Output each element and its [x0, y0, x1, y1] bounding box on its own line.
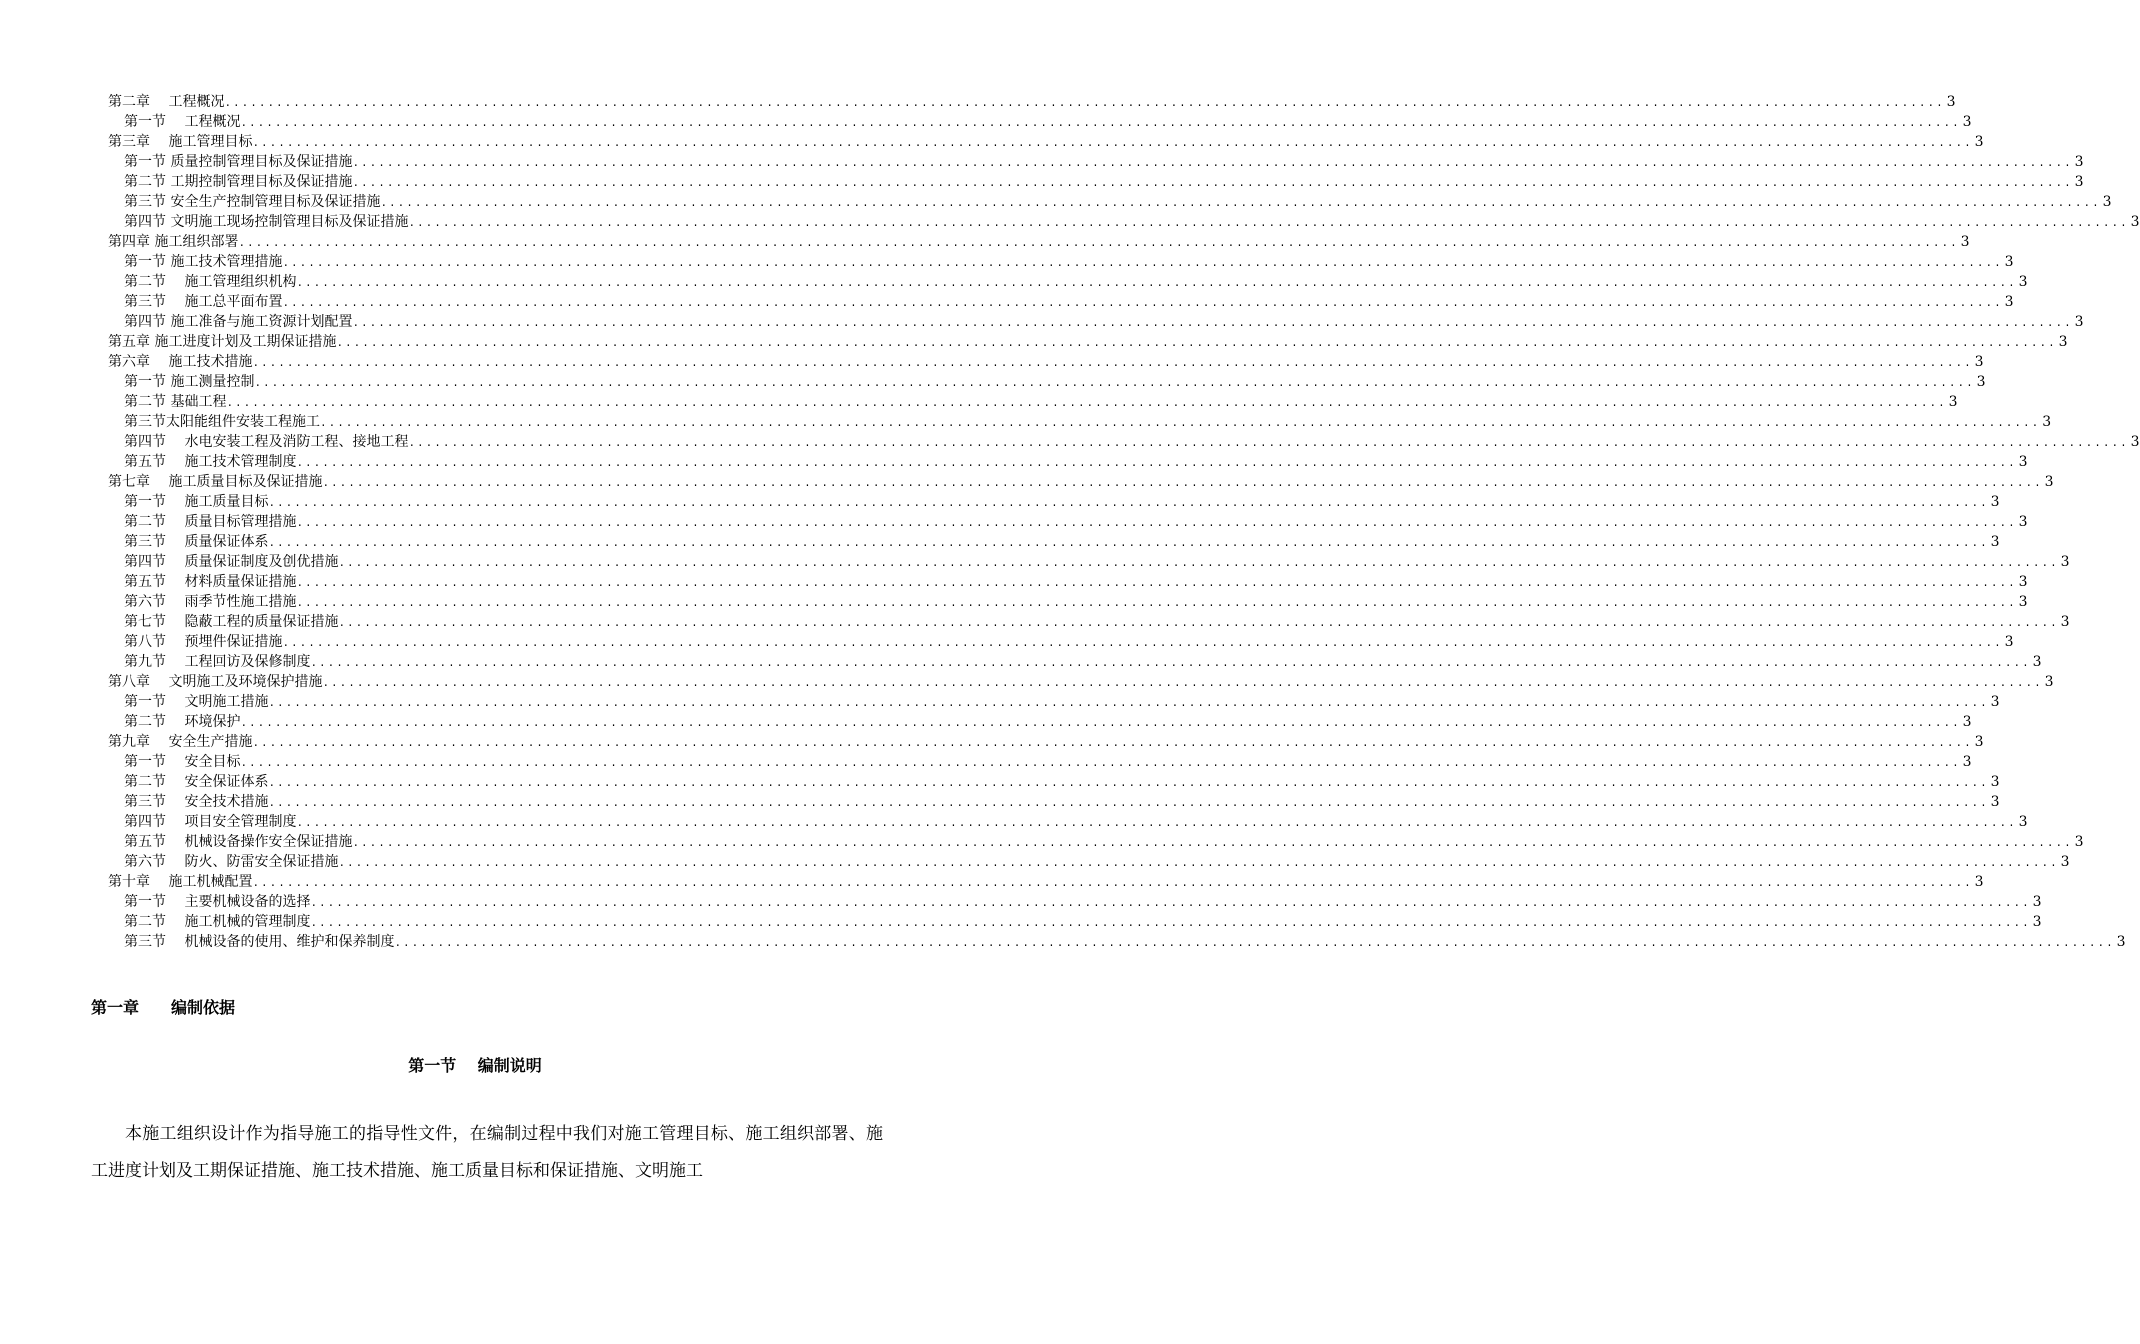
toc-entry-title: 第二章 工程概况	[108, 94, 225, 110]
toc-dot-leader: ........................................................................................................................................................................................................	[352, 158, 2073, 170]
toc-page-number: 3	[2044, 674, 2054, 690]
toc-dot-leader: ........................................................................................................................................................................................................	[282, 638, 2003, 650]
toc-section-entry[interactable]	[108, 712, 1972, 732]
toc-page-number: 3	[1946, 94, 1956, 110]
toc-dot-leader: ........................................................................................................................................................................................................	[408, 218, 2129, 230]
toc-page-number: 3	[1990, 534, 2000, 550]
toc-entry-title: 第一节 质量控制管理目标及保证措施	[124, 154, 353, 170]
toc-dot-leader: ........................................................................................................................................................................................................	[240, 758, 1961, 770]
toc-dot-leader: ........................................................................................................................................................................................................	[268, 498, 1989, 510]
toc-dot-leader: ........................................................................................................................................................................................................	[282, 258, 2003, 270]
toc-chapter-entry[interactable]	[108, 332, 2068, 352]
toc-entry-title: 第二节 质量目标管理措施	[124, 514, 297, 530]
toc-entry-title: 第一节 施工质量目标	[124, 494, 269, 510]
toc-section-entry[interactable]	[108, 812, 2028, 832]
toc-section-entry[interactable]	[108, 432, 2140, 452]
toc-section-entry[interactable]	[108, 652, 2042, 672]
toc-section-entry[interactable]	[108, 312, 2084, 332]
toc-page-number: 3	[1990, 774, 2000, 790]
toc-entry-title: 第九节 工程回访及保修制度	[124, 654, 311, 670]
toc-entry-title: 第二节 工期控制管理目标及保证措施	[124, 174, 353, 190]
toc-entry-title: 第五节 机械设备操作安全保证措施	[124, 834, 353, 850]
toc-entry-title: 第一节 工程概况	[124, 114, 241, 130]
toc-dot-leader: ........................................................................................................................................................................................................	[268, 778, 1989, 790]
toc-entry-title: 第六节 防火、防雷安全保证措施	[124, 854, 339, 870]
toc-section-entry[interactable]	[108, 192, 2112, 212]
toc-dot-leader: ........................................................................................................................................................................................................	[336, 338, 2057, 350]
toc-dot-leader: ........................................................................................................................................................................................................	[338, 858, 2059, 870]
toc-entry-title: 第一节 安全目标	[124, 754, 241, 770]
toc-page-number: 3	[1974, 734, 1984, 750]
toc-entry-title: 第三节 质量保证体系	[124, 534, 269, 550]
toc-dot-leader: ........................................................................................................................................................................................................	[282, 298, 2003, 310]
toc-section-entry[interactable]	[108, 372, 1986, 392]
toc-page-number: 3	[2018, 594, 2028, 610]
toc-page-number: 3	[2060, 854, 2070, 870]
toc-dot-leader: ........................................................................................................................................................................................................	[240, 718, 1961, 730]
toc-chapter-entry[interactable]	[108, 872, 1984, 892]
toc-chapter-entry[interactable]	[108, 92, 1956, 112]
toc-dot-leader: ........................................................................................................................................................................................................	[310, 918, 2031, 930]
toc-page-number: 3	[2130, 214, 2140, 230]
toc-entry-title: 第四章 施工组织部署	[108, 234, 239, 250]
toc-section-entry[interactable]	[108, 252, 2014, 272]
toc-section-entry[interactable]	[108, 112, 1972, 132]
toc-entry-title: 第一节 施工技术管理措施	[124, 254, 283, 270]
toc-section-entry[interactable]	[108, 552, 2070, 572]
toc-page-number: 3	[2004, 254, 2014, 270]
toc-page-number: 3	[1962, 754, 1972, 770]
toc-page-number: 3	[1962, 114, 1972, 130]
toc-page-number: 3	[2074, 154, 2084, 170]
toc-entry-title: 第一节 主要机械设备的选择	[124, 894, 311, 910]
toc-section-entry[interactable]	[108, 912, 2042, 932]
toc-section-entry[interactable]	[108, 572, 2028, 592]
toc-entry-title: 第二节 基础工程	[124, 394, 227, 410]
toc-entry-title: 第四节 施工准备与施工资源计划配置	[124, 314, 353, 330]
toc-page-number: 3	[1976, 374, 1986, 390]
toc-dot-leader: ........................................................................................................................................................................................................	[380, 198, 2101, 210]
toc-dot-leader: ........................................................................................................................................................................................................	[238, 238, 1959, 250]
toc-page-number: 3	[2060, 554, 2070, 570]
chapter-heading: 第一章 编制依据	[91, 998, 236, 1017]
toc-section-entry[interactable]	[108, 212, 2140, 232]
toc-page-number: 3	[2004, 634, 2014, 650]
toc-page-number: 3	[2018, 454, 2028, 470]
toc-entry-title: 第八章 文明施工及环境保护措施	[108, 674, 323, 690]
toc-page-number: 3	[2044, 474, 2054, 490]
toc-entry-title: 第七节 隐蔽工程的质量保证措施	[124, 614, 339, 630]
toc-dot-leader: ........................................................................................................................................................................................................	[240, 118, 1961, 130]
toc-entry-title: 第二节 施工机械的管理制度	[124, 914, 311, 930]
toc-chapter-entry[interactable]	[108, 472, 2054, 492]
toc-page-number: 3	[2042, 414, 2052, 430]
toc-entry-title: 第三章 施工管理目标	[108, 134, 253, 150]
toc-section-entry[interactable]	[108, 412, 2052, 432]
toc-entry-title: 第七章 施工质量目标及保证措施	[108, 474, 323, 490]
toc-page-number: 3	[1974, 134, 1984, 150]
toc-entry-title: 第五节 材料质量保证措施	[124, 574, 297, 590]
toc-dot-leader: ........................................................................................................................................................................................................	[408, 438, 2129, 450]
toc-page-number: 3	[2074, 174, 2084, 190]
toc-page-number: 3	[2004, 294, 2014, 310]
toc-page-number: 3	[2018, 574, 2028, 590]
toc-page-number: 3	[1990, 694, 2000, 710]
toc-entry-title: 第八节 预埋件保证措施	[124, 634, 283, 650]
toc-page-number: 3	[2018, 814, 2028, 830]
toc-dot-leader: ........................................................................................................................................................................................................	[252, 878, 1973, 890]
toc-page-number: 3	[1974, 874, 1984, 890]
toc-dot-leader: ........................................................................................................................................................................................................	[252, 138, 1973, 150]
toc-entry-title: 第三节 机械设备的使用、维护和保养制度	[124, 934, 395, 950]
toc-entry-title: 第一节 文明施工措施	[124, 694, 269, 710]
toc-section-entry[interactable]	[108, 932, 2126, 952]
toc-page-number: 3	[1990, 794, 2000, 810]
toc-dot-leader: ........................................................................................................................................................................................................	[252, 738, 1973, 750]
toc-section-entry[interactable]	[108, 772, 2000, 792]
toc-section-entry[interactable]	[108, 852, 2070, 872]
toc-dot-leader: ........................................................................................................................................................................................................	[254, 378, 1975, 390]
toc-chapter-entry[interactable]	[108, 232, 1970, 252]
toc-dot-leader: ........................................................................................................................................................................................................	[310, 898, 2031, 910]
toc-dot-leader: ........................................................................................................................................................................................................	[226, 398, 1947, 410]
toc-section-entry[interactable]	[108, 492, 2000, 512]
toc-dot-leader: ........................................................................................................................................................................................................	[394, 938, 2115, 950]
toc-section-entry[interactable]	[108, 832, 2084, 852]
toc-page-number: 3	[2018, 274, 2028, 290]
toc-chapter-entry[interactable]	[108, 352, 1984, 372]
toc-section-entry[interactable]	[108, 792, 2000, 812]
toc-dot-leader: ........................................................................................................................................................................................................	[352, 838, 2073, 850]
toc-dot-leader: ........................................................................................................................................................................................................	[252, 358, 1973, 370]
toc-entry-title: 第三节 施工总平面布置	[124, 294, 283, 310]
toc-page-number: 3	[2032, 654, 2042, 670]
toc-dot-leader: ........................................................................................................................................................................................................	[296, 818, 2017, 830]
toc-entry-title: 第五节 施工技术管理制度	[124, 454, 297, 470]
toc-dot-leader: ........................................................................................................................................................................................................	[338, 618, 2059, 630]
toc-dot-leader: ........................................................................................................................................................................................................	[338, 558, 2059, 570]
toc-dot-leader: ........................................................................................................................................................................................................	[296, 578, 2017, 590]
toc-page-number: 3	[2058, 334, 2068, 350]
toc-section-entry[interactable]	[108, 272, 2028, 292]
toc-entry-title: 第四节 文明施工现场控制管理目标及保证措施	[124, 214, 409, 230]
toc-dot-leader: ........................................................................................................................................................................................................	[268, 698, 1989, 710]
toc-page-number: 3	[2060, 614, 2070, 630]
toc-section-entry[interactable]	[108, 892, 2042, 912]
toc-chapter-entry[interactable]	[108, 732, 1984, 752]
toc-entry-title: 第九章 安全生产措施	[108, 734, 253, 750]
toc-entry-title: 第四节 水电安装工程及消防工程、接地工程	[124, 434, 409, 450]
toc-entry-title: 第十章 施工机械配置	[108, 874, 253, 890]
toc-page-number: 3	[1974, 354, 1984, 370]
toc-section-entry[interactable]	[108, 512, 2028, 532]
body-paragraph: 本施工组织设计作为指导施工的指导性文件，在编制过程中我们对施工管理目标、施工组织部署、施工进度计划及工期保证措施、施工技术措施、施工质量目标和保证措施、文明施工	[91, 1124, 883, 1181]
toc-section-entry[interactable]	[108, 632, 2014, 652]
toc-dot-leader: ........................................................................................................................................................................................................	[322, 478, 2043, 490]
toc-entry-title: 第二节 安全保证体系	[124, 774, 269, 790]
toc-dot-leader: ........................................................................................................................................................................................................	[352, 178, 2073, 190]
toc-entry-title: 第二节 环境保护	[124, 714, 241, 730]
toc-section-entry[interactable]	[108, 612, 2070, 632]
toc-entry-title: 第四节 质量保证制度及创优措施	[124, 554, 339, 570]
toc-dot-leader: ........................................................................................................................................................................................................	[296, 458, 2017, 470]
toc-entry-title: 第三节 安全生产控制管理目标及保证措施	[124, 194, 381, 210]
toc-page-number: 3	[1962, 714, 1972, 730]
toc-section-entry[interactable]	[108, 172, 2084, 192]
toc-section-entry[interactable]	[108, 292, 2014, 312]
toc-section-entry[interactable]	[108, 452, 2028, 472]
toc-dot-leader: ........................................................................................................................................................................................................	[296, 278, 2017, 290]
toc-page-number: 3	[2032, 894, 2042, 910]
toc-section-entry[interactable]	[108, 532, 2000, 552]
toc-section-entry[interactable]	[108, 692, 2000, 712]
toc-entry-title: 第一节 施工测量控制	[124, 374, 255, 390]
toc-entry-title: 第六节 雨季节性施工措施	[124, 594, 297, 610]
toc-dot-leader: ........................................................................................................................................................................................................	[296, 518, 2017, 530]
toc-dot-leader: ........................................................................................................................................................................................................	[322, 678, 2043, 690]
toc-page-number: 3	[2074, 834, 2084, 850]
toc-page-number: 3	[2130, 434, 2140, 450]
toc-page-number: 3	[1990, 494, 2000, 510]
toc-chapter-entry[interactable]	[108, 132, 1984, 152]
toc-page-number: 3	[1948, 394, 1958, 410]
toc-entry-title: 第三节 安全技术措施	[124, 794, 269, 810]
toc-section-entry[interactable]	[108, 592, 2028, 612]
toc-section-entry[interactable]	[108, 392, 1958, 412]
toc-entry-title: 第六章 施工技术措施	[108, 354, 253, 370]
toc-entry-title: 第五章 施工进度计划及工期保证措施	[108, 334, 337, 350]
toc-dot-leader: ........................................................................................................................................................................................................	[352, 318, 2073, 330]
toc-entry-title: 第四节 项目安全管理制度	[124, 814, 297, 830]
table-of-contents	[108, 92, 2140, 952]
toc-dot-leader: ........................................................................................................................................................................................................	[224, 98, 1945, 110]
toc-dot-leader: ........................................................................................................................................................................................................	[268, 538, 1989, 550]
toc-page-number: 3	[1960, 234, 1970, 250]
toc-page-number: 3	[2116, 934, 2126, 950]
toc-dot-leader: ........................................................................................................................................................................................................	[268, 798, 1989, 810]
toc-page-number: 3	[2102, 194, 2112, 210]
toc-dot-leader: ........................................................................................................................................................................................................	[320, 418, 2041, 430]
toc-dot-leader: ........................................................................................................................................................................................................	[296, 598, 2017, 610]
toc-section-entry[interactable]	[108, 752, 1972, 772]
toc-section-entry[interactable]	[108, 152, 2084, 172]
toc-chapter-entry[interactable]	[108, 672, 2054, 692]
toc-entry-title: 第二节 施工管理组织机构	[124, 274, 297, 290]
toc-dot-leader: ........................................................................................................................................................................................................	[310, 658, 2031, 670]
toc-page-number: 3	[2018, 514, 2028, 530]
toc-page-number: 3	[2032, 914, 2042, 930]
toc-entry-title: 第三节太阳能组件安装工程施工	[124, 414, 320, 430]
section-heading: 第一节 编制说明	[408, 1056, 542, 1075]
toc-page-number: 3	[2074, 314, 2084, 330]
